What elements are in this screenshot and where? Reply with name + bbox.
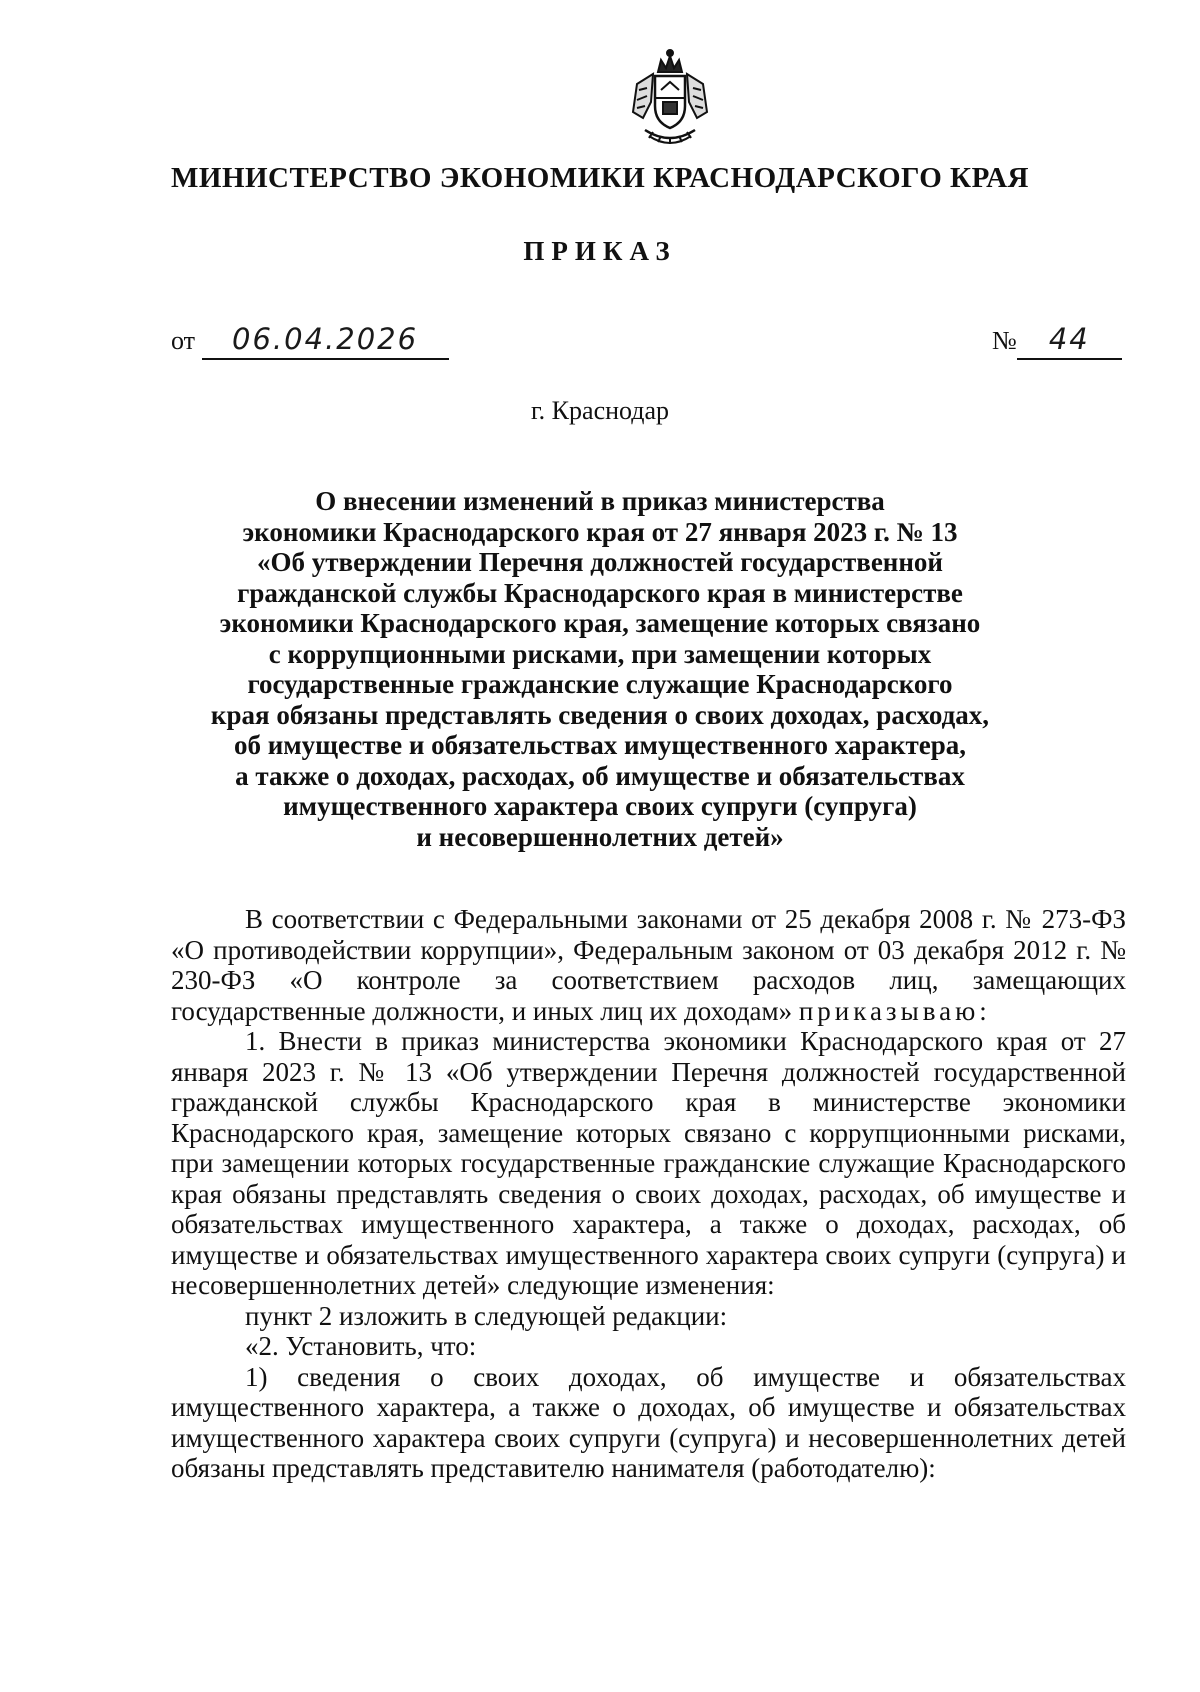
title-line: гражданской службы Краснодарского края в министерстве — [237, 577, 963, 608]
date-value: 06.04.2026 — [232, 322, 419, 356]
orders-word: приказываю: — [798, 995, 991, 1026]
title-line: края обязаны представлять сведения о своих доходах, расходах, — [210, 699, 990, 730]
title-line: экономики Краснодарского края, замещение которых связано — [219, 608, 981, 638]
title-line: с коррупционными рисками, при замещении которых — [268, 638, 932, 669]
title-line: О внесении изменений в приказ министерства — [315, 486, 885, 516]
title-line: «Об утверждении Перечня должностей государственной — [257, 547, 943, 577]
title-line: и несовершеннолетних детей» — [416, 821, 784, 852]
number-row — [992, 322, 1122, 360]
coat-of-arms-icon — [625, 46, 715, 154]
preamble-text: В соответствии с Федеральными законами от 25 декабря 2008 г. № 273-ФЗ «О противодействии коррупции», Федеральным законом от 03 декабря 2012 г. № 230-ФЗ «О контроле за соответствием расходов лиц, замещающих государственные должности, и иных лиц их доходам» — [171, 904, 1126, 1026]
date-field — [202, 322, 449, 360]
document-title — [150, 486, 1050, 852]
number-field — [1017, 322, 1122, 360]
number-prefix: № — [992, 326, 1017, 355]
date-prefix: от — [171, 326, 196, 355]
quote-start: «2. Установить, что: — [245, 1331, 477, 1361]
subitem-1-paragraph: 1) сведения о своих доходах, об имуществе и обязательствах имущественного характера, а также о доходах, об имуществе и обязательствах имущественного характера своих супруги (супруга) и несовершеннолетних детей обязаны представлять представителю нанимателя (работодателю): — [171, 1361, 1126, 1483]
title-line: об имуществе и обязательствах имущественного характера, — [233, 730, 967, 760]
item-1-paragraph: 1. Внести в приказ министерства экономики Краснодарского края от 27 января 2023 г. № 13 «Об утверждении Перечня должностей государственной гражданской службы Краснодарского края в министерстве экономики Краснодарского края, замещение которых связано с коррупционными рисками, при замещении которых государственные гражданские служащие Краснодарского края обязаны представлять сведения о своих доходах, расходах, об имуществе и обязательствах имущественного характера, а также о доходах, расходах, об имуществе и обязательствах имущественного характера своих супруги (супруга) и несовершеннолетних детей» следующие изменения: — [171, 1026, 1126, 1300]
ministry-name: МИНИСТЕРСТВО ЭКОНОМИКИ КРАСНОДАРСКОГО КРАЯ — [171, 162, 1029, 194]
preamble-paragraph — [171, 904, 1126, 1026]
date-row — [171, 322, 449, 360]
title-line: экономики Краснодарского края от 27 января 2023 г. № 13 — [242, 516, 958, 547]
title-line: государственные гражданские служащие Краснодарского — [247, 669, 953, 699]
document-body — [171, 904, 1126, 1484]
item-1-point: пункт 2 изложить в следующей редакции: — [245, 1300, 728, 1331]
city: г. Краснодар — [530, 396, 670, 425]
number-value: 44 — [1048, 322, 1090, 356]
document-type: ПРИКАЗ — [523, 236, 677, 266]
title-line: имущественного характера своих супруги (супруга) — [283, 791, 917, 821]
title-line: а также о доходах, расходах, об имуществе и обязательствах — [235, 760, 965, 791]
